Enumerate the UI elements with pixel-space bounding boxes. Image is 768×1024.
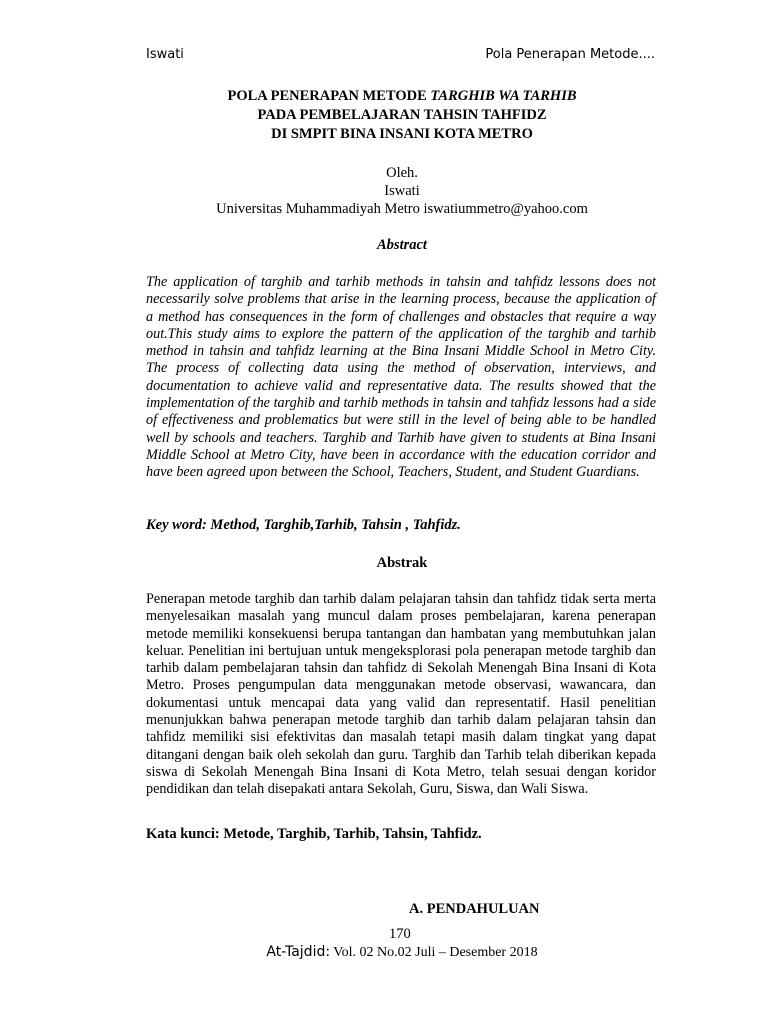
abstrak-heading: Abstrak xyxy=(376,555,428,571)
title-line-2: PADA PEMBELAJARAN TAHSIN TAHFIDZ xyxy=(257,107,547,123)
byline xyxy=(0,164,768,218)
keywords-english: Key word: Method, Targhib,Tarhib, Tahsin , Tahfidz. xyxy=(146,517,461,533)
byline-affiliation: Universitas Muhammadiyah Metro iswatiummetro@yahoo.com xyxy=(216,201,588,217)
keywords-indonesian: Kata kunci: Metode, Targhib, Tarhib, Tahsin, Tahfidz. xyxy=(146,826,482,842)
title-line-1 xyxy=(0,87,768,106)
journal-name: At-Tajdid: xyxy=(266,944,331,960)
title-line-1-text: POLA PENERAPAN METODE xyxy=(227,88,431,104)
running-header-author: Iswati xyxy=(146,47,184,62)
journal-footer xyxy=(0,944,768,961)
abstract-english-text: The application of targhib and tarhib methods in tahsin and tahfidz lessons does not necessarily solve problems that arise in the learning process, because the application of a method has consequences in the form of challenges and obstacles that require a way out.This study aims to explore the pattern of the application of the targhib and tarhib method in tahsin and tahfidz learning at the Bina Insani Middle School in Metro City. The process of collecting data using the method of observation, interviews, and documentation to achieve valid and representative data. The results showed that the implementation of the targhib and tarhib methods in tahsin and tahfidz lessons had a side of effectiveness and problematics but were still in the level of being able to be handled well by schools and teachers. Targhib and Tarhib have given to students at Bina Insani Middle School at Metro City, have been in accordance with the education corridor and have been agreed upon between the School, Teachers, Student, and Student Guardians. xyxy=(146,274,656,481)
journal-issue: Vol. 02 No.02 Juli – Desember 2018 xyxy=(330,945,538,960)
abstract-heading: Abstract xyxy=(377,237,427,253)
paper-title xyxy=(0,87,768,144)
page-number: 170 xyxy=(389,926,411,942)
byline-by: Oleh. xyxy=(386,165,418,181)
running-header-title: Pola Penerapan Metode.... xyxy=(485,47,655,62)
section-heading: A. PENDAHULUAN xyxy=(409,901,540,917)
abstract-indonesian-text: Penerapan metode targhib dan tarhib dalam pelajaran tahsin dan tahfidz tidak serta merta menyelesaikan masalah yang muncul dalam proses pembelajaran, karena penerapan metode memiliki konsekuensi berupa tantangan dan hambatan yang membutuhkan jalan keluar. Penelitian ini bertujuan untuk mengeksplorasi pola penerapan metode targhib dan tarhib dalam pembelajaran tahsin dan tahfidz di Sekolah Menengah Bina Insani di Kota Metro. Proses pengumpulan data menggunakan metode observasi, wawancara, dan dokumentasi untuk mencapai data yang valid dan representatif. Hasil penelitian menunjukkan bahwa penerapan metode targhib dan tarhib dalam pelajaran tahsin dan tahfidz memiliki sisi efektivitas dan masalah tetapi masih dalam tingkat yang dapat ditangani dengan baik oleh sekolah dan guru. Targhib dan Tarhib telah diberikan kepada siswa di Sekolah Menengah Bina Insani di Kota Metro, telah sesuai dengan koridor pendidikan dan telah disepakati antara Sekolah, Guru, Siswa, dan Wali Siswa. xyxy=(146,591,656,798)
byline-author: Iswati xyxy=(384,183,420,199)
title-line-3: DI SMPIT BINA INSANI KOTA METRO xyxy=(271,126,533,142)
title-line-1-italic: TARGHIB WA TARHIB xyxy=(430,88,577,104)
